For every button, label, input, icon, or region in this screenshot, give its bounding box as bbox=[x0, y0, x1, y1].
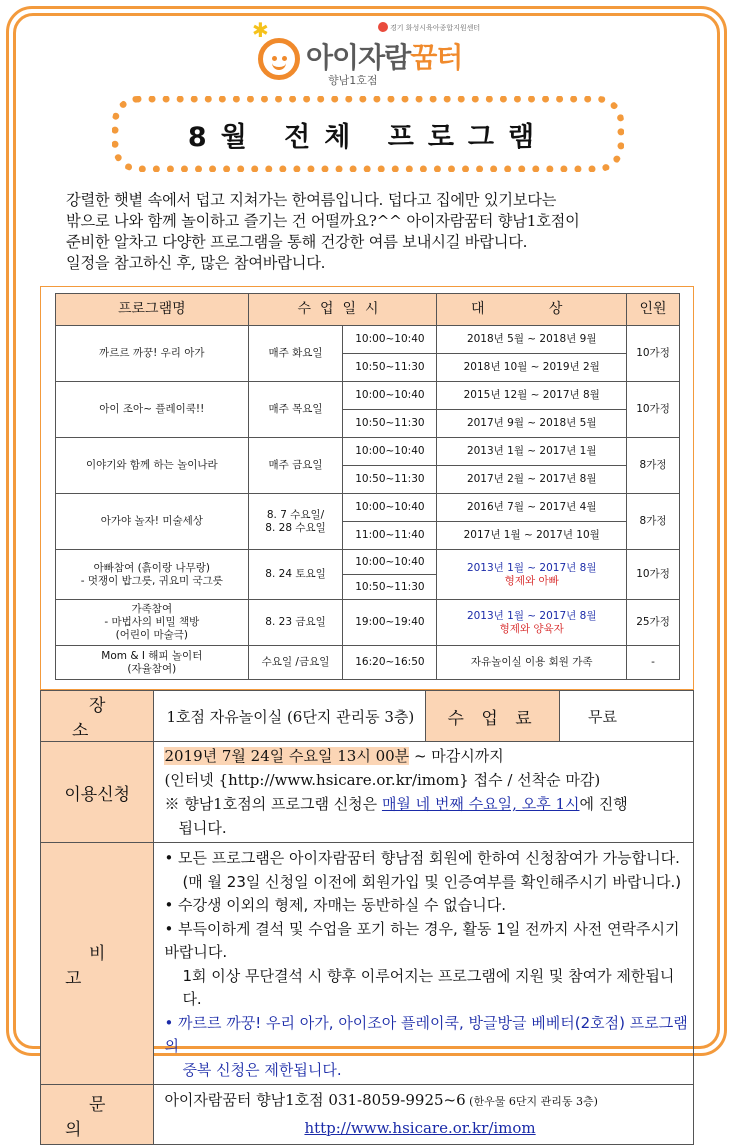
apply-note-a: ※ 향남1호점의 프로그램 신청은 bbox=[164, 795, 382, 813]
notes-label bbox=[41, 843, 154, 1085]
place-value: 1호점 자유놀이실 (6단지 관리동 3층) bbox=[154, 691, 426, 742]
apply-note-b: 에 진행 bbox=[579, 795, 628, 813]
intro-line: 강렬한 햇볕 속에서 덥고 지쳐가는 한여름입니다. 덥다고 집에만 있기보다는 bbox=[66, 191, 557, 209]
program-count: 8가정 bbox=[627, 438, 680, 494]
smile-face-icon bbox=[258, 38, 300, 80]
place-label bbox=[41, 691, 154, 742]
program-name-line: Mom & I 해피 놀이터 bbox=[101, 649, 203, 662]
intro-line: 일정을 참고하신 후, 많은 참여바랍니다. bbox=[66, 254, 326, 272]
program-target: 2018년 10월 ~ 2019년 2월 bbox=[437, 354, 627, 382]
fee-value: 무료 bbox=[560, 691, 694, 742]
program-target bbox=[437, 600, 627, 646]
apply-line-2: (인터넷 {http://www.hsicare.or.kr/imom} 접수 / 선착순 마감) bbox=[164, 771, 601, 789]
program-target bbox=[437, 550, 627, 600]
program-name-line: 가족참여 bbox=[131, 603, 173, 615]
program-table bbox=[55, 293, 680, 680]
program-time: 19:00~19:40 bbox=[343, 600, 437, 646]
contact-main: 아이자람꿈터 향남1호점 031-8059-9925~6 bbox=[164, 1091, 466, 1109]
header-count: 인원 bbox=[627, 294, 680, 326]
program-target: 2018년 5월 ~ 2018년 9월 bbox=[437, 326, 627, 354]
apply-line-1 bbox=[164, 744, 693, 768]
contact-row bbox=[41, 1085, 694, 1145]
program-name bbox=[56, 550, 249, 600]
program-time: 10:00~10:40 bbox=[343, 494, 437, 522]
notes-content bbox=[154, 843, 694, 1085]
table-row bbox=[56, 494, 680, 522]
program-target: 2017년 1월 ~ 2017년 10월 bbox=[437, 522, 627, 550]
header-program: 프로그램명 bbox=[56, 294, 249, 326]
program-day: 매주 목요일 bbox=[248, 382, 343, 438]
apply-schedule: 매월 네 번째 수요일, 오후 1시 bbox=[381, 795, 580, 813]
header-target: 대 상 bbox=[437, 294, 627, 326]
program-time: 10:50~11:30 bbox=[343, 575, 437, 600]
program-name-line: 아빠참여 (흙이랑 나무랑) bbox=[93, 561, 210, 574]
program-target: 2015년 12월 ~ 2017년 8월 bbox=[437, 382, 627, 410]
program-count: - bbox=[627, 646, 680, 680]
contact-url-line bbox=[164, 1115, 693, 1142]
contact-url-link[interactable]: http://www.hsicare.or.kr/imom bbox=[304, 1119, 536, 1137]
program-name: 까르르 까꿍! 우리 아가 bbox=[56, 326, 249, 382]
note-line: • 모든 프로그램은 아이자람꿈터 향남점 회원에 한하여 신청참여가 가능합니다. bbox=[164, 849, 680, 867]
apply-label: 이용신청 bbox=[41, 742, 154, 843]
program-target-who: 형제와 아빠 bbox=[504, 574, 559, 587]
star-icon: ✱ bbox=[252, 18, 269, 42]
program-time: 10:00~10:40 bbox=[343, 326, 437, 354]
program-name-line: (자율참여) bbox=[127, 662, 177, 675]
note-line: (매 월 23일 신청일 이전에 회원가입 및 인증여부를 확인해주시기 바랍니다.) bbox=[182, 872, 682, 891]
apply-until: ~ 마감시까지 bbox=[409, 747, 504, 765]
program-time: 10:50~11:30 bbox=[343, 410, 437, 438]
program-name-line: (어린이 마술극) bbox=[115, 629, 188, 641]
note-line: • 수강생 이외의 형제, 자매는 동반하실 수 없습니다. bbox=[164, 896, 506, 914]
program-name: 이야기와 함께 하는 놀이나라 bbox=[56, 438, 249, 494]
logo bbox=[250, 20, 490, 90]
table-row bbox=[56, 550, 680, 575]
note-line: • 까르르 까꿍! 우리 아가, 아이조아 플레이쿡, 방글방글 베베터(2호점) 프로그램의 bbox=[164, 1013, 688, 1055]
title-box bbox=[112, 96, 624, 172]
note-line: 1회 이상 무단결석 시 향후 이루어지는 프로그램에 지원 및 참여가 제한됩니다. bbox=[182, 966, 675, 1008]
place-label-text: 장 소 bbox=[72, 696, 140, 741]
program-target: 2016년 7월 ~ 2017년 4월 bbox=[437, 494, 627, 522]
page-title: 8월 전체 프로그램 bbox=[187, 121, 549, 153]
apply-row bbox=[41, 742, 694, 843]
note-line: • 부득이하게 결석 및 수업을 포기 하는 경우, 활동 1일 전까지 사전 연락주시기 바랍니다. bbox=[164, 919, 680, 961]
program-target: 자유놀이실 이용 회원 가족 bbox=[437, 646, 627, 680]
program-target: 2017년 9월 ~ 2018년 5월 bbox=[437, 410, 627, 438]
program-target-range: 2013년 1월 ~ 2017년 8월 bbox=[466, 561, 597, 574]
apply-line-4: 됩니다. bbox=[178, 819, 227, 837]
program-time: 10:50~11:30 bbox=[343, 466, 437, 494]
intro-line: 준비한 알차고 다양한 프로그램을 통해 건강한 여름 보내시길 바랍니다. bbox=[66, 233, 528, 251]
program-count: 10가정 bbox=[627, 326, 680, 382]
program-day: 매주 화요일 bbox=[248, 326, 343, 382]
table-row bbox=[56, 600, 680, 646]
logo-name-a: 아이자람 bbox=[306, 41, 411, 74]
apply-date: 2019년 7월 24일 수요일 13시 00분 bbox=[164, 747, 410, 765]
logo-name-b: 꿈터 bbox=[410, 41, 463, 74]
contact-label-text: 문 의 bbox=[65, 1094, 154, 1140]
program-name-line: - 마법사의 비밀 책방 bbox=[104, 616, 200, 628]
program-count: 10가정 bbox=[627, 550, 680, 600]
contact-label bbox=[41, 1085, 154, 1145]
info-table bbox=[40, 690, 694, 1145]
program-name: 아이 조아~ 플레이쿡!! bbox=[56, 382, 249, 438]
table-header-row bbox=[56, 294, 680, 326]
place-row bbox=[41, 691, 694, 742]
table-row bbox=[56, 438, 680, 466]
program-target-range: 2013년 1월 ~ 2017년 8월 bbox=[466, 609, 597, 622]
org-mark-icon bbox=[378, 22, 388, 32]
notes-row bbox=[41, 843, 694, 1085]
fee-label: 수 업 료 bbox=[426, 691, 560, 742]
program-name bbox=[56, 600, 249, 646]
intro-text bbox=[66, 190, 686, 274]
program-day-line: 8. 28 수요일 bbox=[265, 521, 326, 534]
header-schedule: 수업일시 bbox=[248, 294, 437, 326]
program-target: 2017년 2월 ~ 2017년 8월 bbox=[437, 466, 627, 494]
contact-address: (한우물 6단지 관리동 3층) bbox=[465, 1095, 598, 1108]
contact-content bbox=[154, 1085, 694, 1145]
program-count: 8가정 bbox=[627, 494, 680, 550]
program-time: 11:00~11:40 bbox=[343, 522, 437, 550]
program-day bbox=[248, 494, 343, 550]
logo-org: 경기 화성시육아종합지원센터 bbox=[390, 24, 481, 32]
note-line: 중복 신청은 제한됩니다. bbox=[182, 1060, 342, 1079]
logo-name bbox=[306, 36, 462, 76]
contact-line bbox=[164, 1087, 693, 1115]
program-time: 10:00~10:40 bbox=[343, 438, 437, 466]
apply-content bbox=[154, 742, 694, 843]
program-time: 16:20~16:50 bbox=[343, 646, 437, 680]
table-row bbox=[56, 326, 680, 354]
table-row bbox=[56, 646, 680, 680]
program-section bbox=[40, 286, 694, 690]
program-name bbox=[56, 646, 249, 680]
apply-line-3 bbox=[164, 792, 693, 816]
intro-line: 밖으로 나와 함께 놀이하고 즐기는 건 어떨까요?^^ 아이자람꿈터 향남1호점이 bbox=[66, 212, 580, 230]
logo-branch: 향남1호점 bbox=[328, 74, 378, 87]
program-day: 8. 24 토요일 bbox=[248, 550, 343, 600]
program-name-line: - 멋쟁이 밥그릇, 귀요미 국그릇 bbox=[80, 574, 223, 587]
program-count: 10가정 bbox=[627, 382, 680, 438]
program-time: 10:00~10:40 bbox=[343, 550, 437, 575]
program-day-line: 8. 7 수요일/ bbox=[266, 508, 325, 521]
program-day: 수요일 /금요일 bbox=[248, 646, 343, 680]
program-day: 매주 금요일 bbox=[248, 438, 343, 494]
notes-label-text: 비 고 bbox=[65, 943, 154, 989]
program-target-who: 형제와 양육자 bbox=[499, 622, 564, 635]
program-time: 10:00~10:40 bbox=[343, 382, 437, 410]
program-target: 2013년 1월 ~ 2017년 1월 bbox=[437, 438, 627, 466]
program-day: 8. 23 금요일 bbox=[248, 600, 343, 646]
program-name: 아가야 놀자! 미술세상 bbox=[56, 494, 249, 550]
program-count: 25가정 bbox=[627, 600, 680, 646]
table-row bbox=[56, 382, 680, 410]
program-time: 10:50~11:30 bbox=[343, 354, 437, 382]
